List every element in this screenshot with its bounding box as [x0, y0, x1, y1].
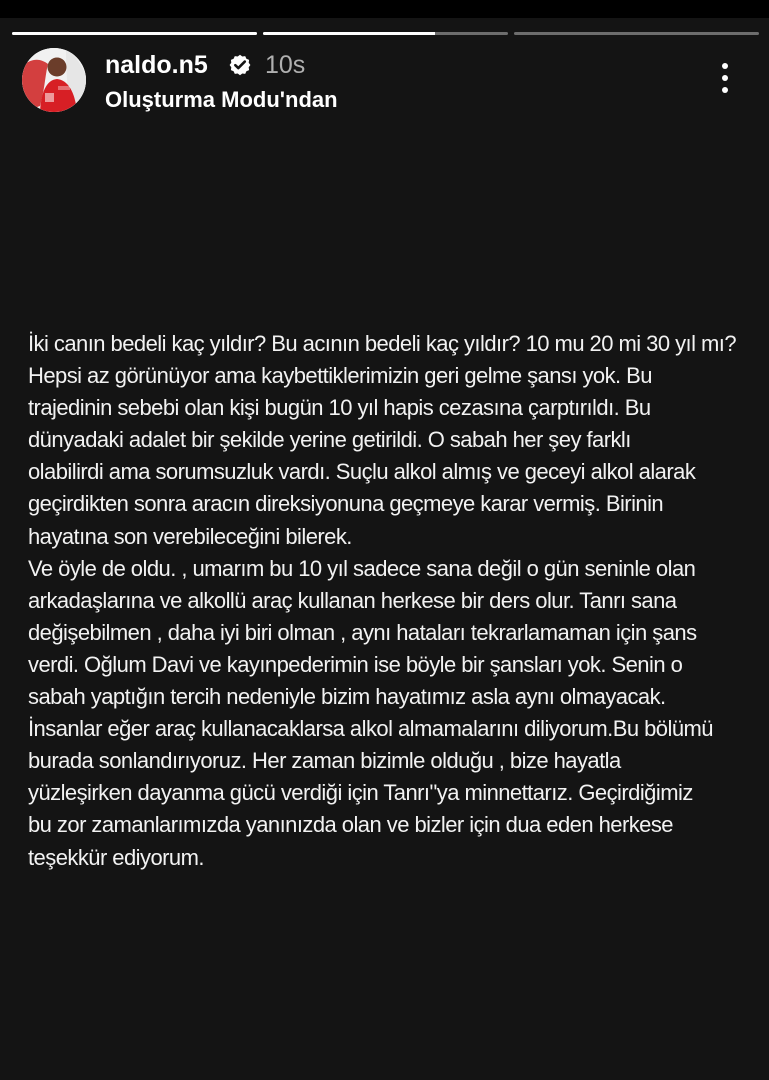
story-text-block — [28, 328, 766, 874]
story-text-line: İnsanlar eğer araç kullanacaklarsa alkol almamalarını diliyorum.Bu bölümü — [28, 716, 713, 742]
story-text-line: yüzleşirken dayanma gücü verdiği için Tanrı"ya minnettarız. Geçirdiğimiz — [28, 780, 693, 806]
more-options-button[interactable] — [711, 58, 739, 98]
story-text-line: hayatına son verebileceğini bilerek. — [28, 523, 352, 549]
story-text-line: dünyadaki adalet bir şekilde yerine getirildi. O sabah her şey farklı — [28, 427, 631, 453]
avatar[interactable] — [22, 48, 86, 112]
avatar-image — [22, 48, 86, 112]
more-vertical-icon-dot — [722, 75, 728, 81]
story-time: 10s — [265, 51, 306, 79]
story-text-line: geçirdikten sonra aracın direksiyonuna geçmeye karar vermiş. Birinin — [28, 491, 664, 517]
more-vertical-icon — [722, 63, 728, 69]
story-text-line: arkadaşlarına ve alkollü araç kullanan herkese bir ders olur. Tanrı sana — [28, 587, 677, 613]
story-text-line: burada sonlandırıyoruz. Her zaman bizimle olduğu , bize hayatla — [28, 748, 621, 774]
story-progress-segment-3 — [514, 32, 759, 35]
story-text-line: sabah yaptığın tercih nedeniyle bizim hayatımız asla aynı olmayacak. — [28, 684, 666, 710]
story-text-line: bu zor zamanlarımızda yanınızda olan ve bizler için dua eden herkese — [28, 812, 673, 838]
story-text-line: verdi. Oğlum Davi ve kayınpederimin ise böyle bir şansları yok. Senin o — [28, 651, 683, 677]
story-text-line: trajedinin sebebi olan kişi bugün 10 yıl hapis cezasına çarptırıldı. Bu — [28, 395, 651, 421]
creation-mode-label[interactable]: Oluşturma Modu'ndan — [105, 87, 338, 112]
story-progress-fill-2 — [263, 32, 435, 35]
status-bar-area — [0, 0, 769, 18]
story-progress-segment-1 — [12, 32, 257, 35]
story-text-line: değişebilmen , daha iyi biri olman , aynı hataları tekrarlamaman için şans — [28, 619, 697, 645]
more-vertical-icon-dot-bottom — [722, 87, 728, 93]
story-progress-fill-1 — [12, 32, 257, 35]
story-progress-segment-2 — [263, 32, 508, 35]
story-progress — [12, 32, 759, 35]
story-text-line: İki canın bedeli kaç yıldır? Bu acının bedeli kaç yıldır? 10 mu 20 mi 30 yıl mı? — [28, 331, 737, 356]
story-text-line: Hepsi az görünüyor ama kaybettiklerimizin geri gelme şansı yok. Bu — [28, 363, 652, 389]
story-text-line: olabilirdi ama sorumsuzluk vardı. Suçlu alkol almış ve geceyi alkol alarak — [28, 459, 696, 485]
story-header — [22, 48, 747, 116]
username-link[interactable]: naldo.n5 — [105, 51, 208, 79]
story-text-line: Ve öyle de oldu. , umarım bu 10 yıl sadece sana değil o gün seninle olan — [28, 555, 696, 581]
story-text-line: teşekkür ediyorum. — [28, 844, 204, 870]
verified-badge-icon — [228, 53, 252, 77]
